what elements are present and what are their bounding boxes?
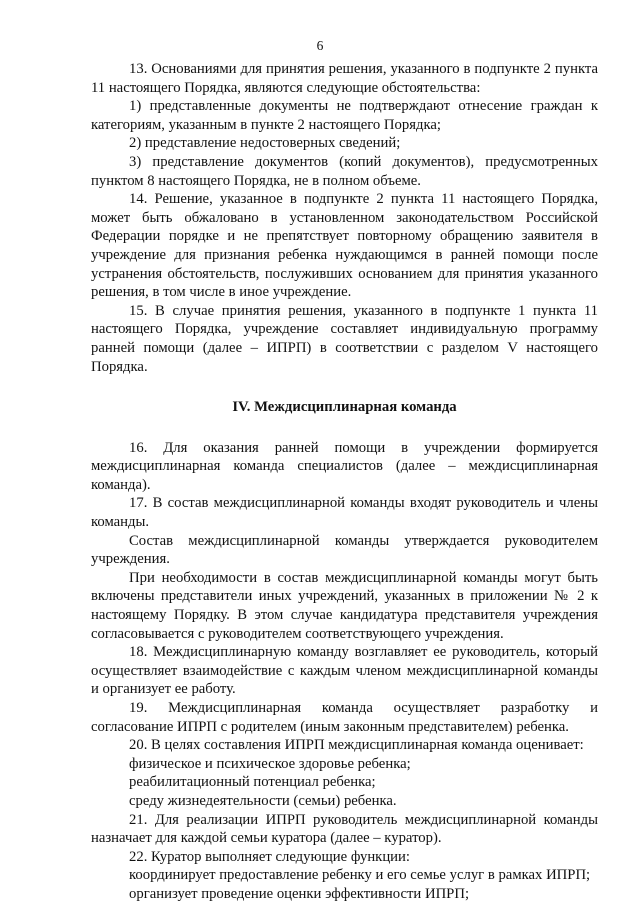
paragraph-13-item-3: 3) представление документов (копий документов), предусмотренных пунктом 8 настоящего Порядка, не в полном объеме. xyxy=(91,153,598,189)
paragraph-18: 18. Междисциплинарную команду возглавляет ее руководитель, который осуществляет взаимодействие с каждым членом междисциплинарной команды и организует ее работу. xyxy=(91,644,598,698)
paragraph-17-external-members: При необходимости в состав междисциплинарной команды могут быть включены представители иных учреждений, указанных в приложении № 2 к настоящему Порядку. В этом случае кандидатура представителя учреждения согласовывается с руководителем соответствующего учреждения. xyxy=(91,569,598,642)
paragraph-20-item-2: реабилитационный потенциал ребенка; xyxy=(129,774,376,791)
section-heading: IV. Междисциплинарная команда xyxy=(232,399,457,416)
paragraph-20-item-1: физическое и психическое здоровье ребенка; xyxy=(129,755,411,772)
paragraph-22-item-2: организует проведение оценки эффективности ИПРП; xyxy=(129,885,470,902)
paragraph-13: 13. Основаниями для принятия решения, указанного в подпункте 2 пункта 11 настоящего Порядка, являются следующие обстоятельства: xyxy=(91,61,598,96)
paragraph-14: 14. Решение, указанное в подпункте 2 пункта 11 настоящего Порядка, может быть обжаловано в установленном законодательством Российской Федерации порядке и не препятствует повторному обращению заявителя в учреждение для признания ребенка нуждающимся в ранней помощи после устранения обстоятельств, послуживших основанием для принятия указанного решения, в том числе в иное учреждение. xyxy=(91,191,598,301)
paragraph-22: 22. Куратор выполняет следующие функции: xyxy=(129,848,410,865)
paragraph-13-item-2: 2) представление недостоверных сведений; xyxy=(129,135,401,152)
paragraph-16: 16. Для оказания ранней помощи в учреждении формируется междисциплинарная команда специалистов (далее – междисциплинарная команда). xyxy=(91,439,598,493)
paragraph-22-item-1: координирует предоставление ребенку и его семье услуг в рамках ИПРП; xyxy=(129,867,591,884)
paragraph-17: 17. В состав междисциплинарной команды входят руководитель и члены команды. xyxy=(91,495,598,531)
paragraph-20-item-3: среду жизнедеятельности (семьи) ребенка. xyxy=(129,792,397,809)
paragraph-13-item-1: 1) представленные документы не подтверждают отнесение граждан к категориям, указанным в пункте 2 настоящего Порядка; xyxy=(91,98,598,133)
paragraph-15: 15. В случае принятия решения, указанного в подпункте 1 пункта 11 настоящего Порядка, учреждение составляет индивидуальную программу ранней помощи (далее – ИПРП) в соответствии с разделом V настоящего Порядка. xyxy=(91,302,598,375)
paragraph-21: 21. Для реализации ИПРП руководитель междисциплинарной команды назначает для каждой семьи куратора (далее – куратор). xyxy=(91,811,598,847)
paragraph-17-composition: Состав междисциплинарной команды утверждается руководителем учреждения. xyxy=(91,532,598,568)
page-number: 6 xyxy=(316,38,324,53)
paragraph-20: 20. В целях составления ИПРП междисциплинарная команда оценивает: xyxy=(129,737,584,754)
document-body xyxy=(91,60,598,904)
paragraph-19: 19. Междисциплинарная команда осуществляет разработку и согласование ИПРП с родителем (иным законным представителем) ребенка. xyxy=(91,700,598,735)
